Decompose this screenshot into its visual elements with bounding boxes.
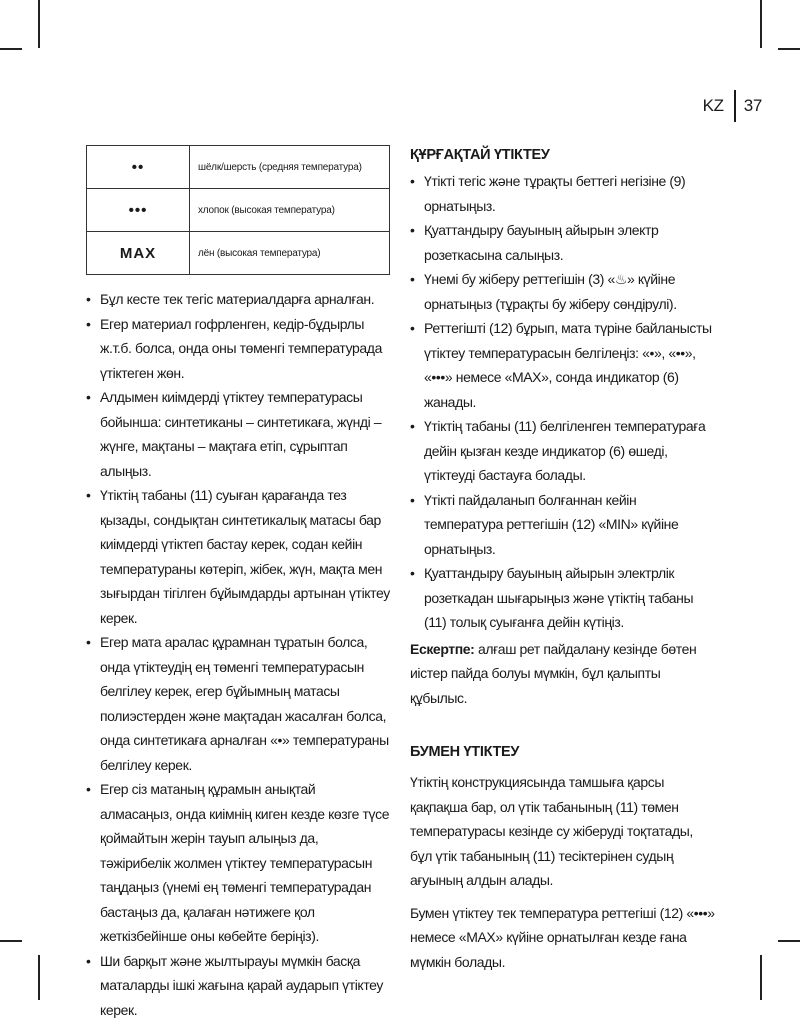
crop-mark (778, 48, 800, 50)
crop-mark (778, 940, 800, 942)
page-header (703, 90, 762, 122)
fabric-description: шёлк/шерсть (средняя температура) (190, 146, 390, 189)
fabric-description: хлопок (высокая температура) (190, 189, 390, 232)
ironing-tips-list (86, 287, 390, 1022)
list-item: • Реттегішті (12) бұрып, мата түріне байланысты үтіктеу температурасын белгілеңіз: «•», «••», «•••» немесе «MAX», сонда индикатор (6) жанады. (410, 316, 715, 414)
table-row (87, 232, 390, 275)
list-item: • Егер сіз матаның құрамын анықтай алмасаңыз, онда киімнің киген кезде көзге түсе қоймайтын жерін тауып алыңыз да, тәжірибелік жолмен үтіктеу температурасын таңдаңыз (үнемі ең төменгі температурадан бастаңыз да, қалаған нәтижеге қол жеткізбейінше оны көбейте беріңіз). (86, 777, 390, 949)
crop-mark (0, 940, 22, 942)
dry-ironing-title: ҚҰРҒАҚТАЙ ҮТІКТЕУ (410, 147, 715, 163)
dry-ironing-steps (410, 169, 715, 635)
crop-mark (760, 955, 762, 1000)
temperature-symbol: ••• (87, 189, 190, 232)
list-item: • Үтікті пайдаланып болғаннан кейін температура реттегішін (12) «MIN» күйіне орнатыңыз. (410, 488, 715, 562)
paragraph: Бумен үтіктеу тек температура реттегіші (12) «•••» немесе «MAX» күйіне орнатылған кезде ғана мүмкін болады. (410, 901, 715, 975)
list-item: • Егер материал гофрленген, кедір-бұдырлы ж.т.б. болса, онда оны төменгі температурада үтіктеген жөн. (86, 312, 390, 386)
list-item: • Үтікті тегіс және тұрақты беттегі негізіне (9) орнатыңыз. (410, 169, 715, 218)
list-item: • Алдымен киімдерді үтіктеу температурасы бойынша: синтетиканы – синтетикаға, жүнді – жүнге, мақтаны – мақтаға етіп, сұрыптап алыңыз. (86, 385, 390, 483)
crop-mark (760, 0, 762, 48)
temperature-table (86, 145, 390, 275)
left-column (86, 145, 390, 1022)
note (410, 637, 715, 711)
crop-mark (38, 0, 40, 48)
crop-mark (38, 955, 40, 1000)
list-item: • Үтіктің табаны (11) белгіленген температураға дейін қызған кезде индикатор (6) өшеді, үтіктеуді бастауға болады. (410, 414, 715, 488)
note-text: алғаш рет пайдалану кезінде бөтен иістер пайда болуы мүмкін, бұл қалыпты құбылыс. (410, 641, 696, 706)
list-item: • Қуаттандыру бауының айырын электрлік розеткадан шығарыңыз және үтіктің табаны (11) толық суығанға дейін күтіңіз. (410, 561, 715, 635)
page-number: 37 (736, 96, 762, 116)
paragraph: Үтіктің конструкциясында тамшыға қарсы қақпақша бар, ол үтік табанының (11) төмен температурасы кезінде су жіберуді тоқтатады, бұл үтік табанының (11) тесіктерінен судың ағуының алдын алады. (410, 770, 715, 893)
list-item: • Үнемі бу жіберу реттегішін (3) «♨» күйіне орнатыңыз (тұрақты бу жіберу сөндірулі). (410, 267, 715, 316)
table-row (87, 189, 390, 232)
right-column (410, 147, 715, 982)
list-item: • Ши барқыт және жылтырауы мүмкін басқа маталарды ішкі жағына қарай аударып үтіктеу керек. (86, 949, 390, 1022)
temperature-symbol: MAX (87, 232, 190, 275)
list-item: • Бұл кесте тек тегіс материалдарға арналған. (86, 287, 390, 312)
steam-ironing-title: БУМЕН ҮТІКТЕУ (410, 744, 715, 760)
list-item: • Қуаттандыру бауының айырын электр розеткасына салыңыз. (410, 218, 715, 267)
fabric-description: лён (высокая температура) (190, 232, 390, 275)
temperature-symbol: •• (87, 146, 190, 189)
note-label: Ескертпе: (410, 641, 474, 657)
list-item: • Егер мата аралас құрамнан тұратын болса, онда үтіктеудің ең төменгі температурасын белгілеу керек, егер бұйымның матасы полиэстерден және мақтадан жасалған болса, онда синтетикаға арналған «•» температураны белгілеу керек. (86, 630, 390, 777)
table-row (87, 146, 390, 189)
language-code: KZ (703, 96, 734, 116)
list-item: • Үтіктің табаны (11) суыған қарағанда тез қызады, сондықтан синтетикалық матасы бар киімдерді үтіктеп бастау керек, содан кейін температураны көтеріп, жібек, жүн, мақта мен зығырдан тігілген бұйымдарды артынан үтіктеу керек. (86, 483, 390, 630)
crop-mark (0, 48, 22, 50)
